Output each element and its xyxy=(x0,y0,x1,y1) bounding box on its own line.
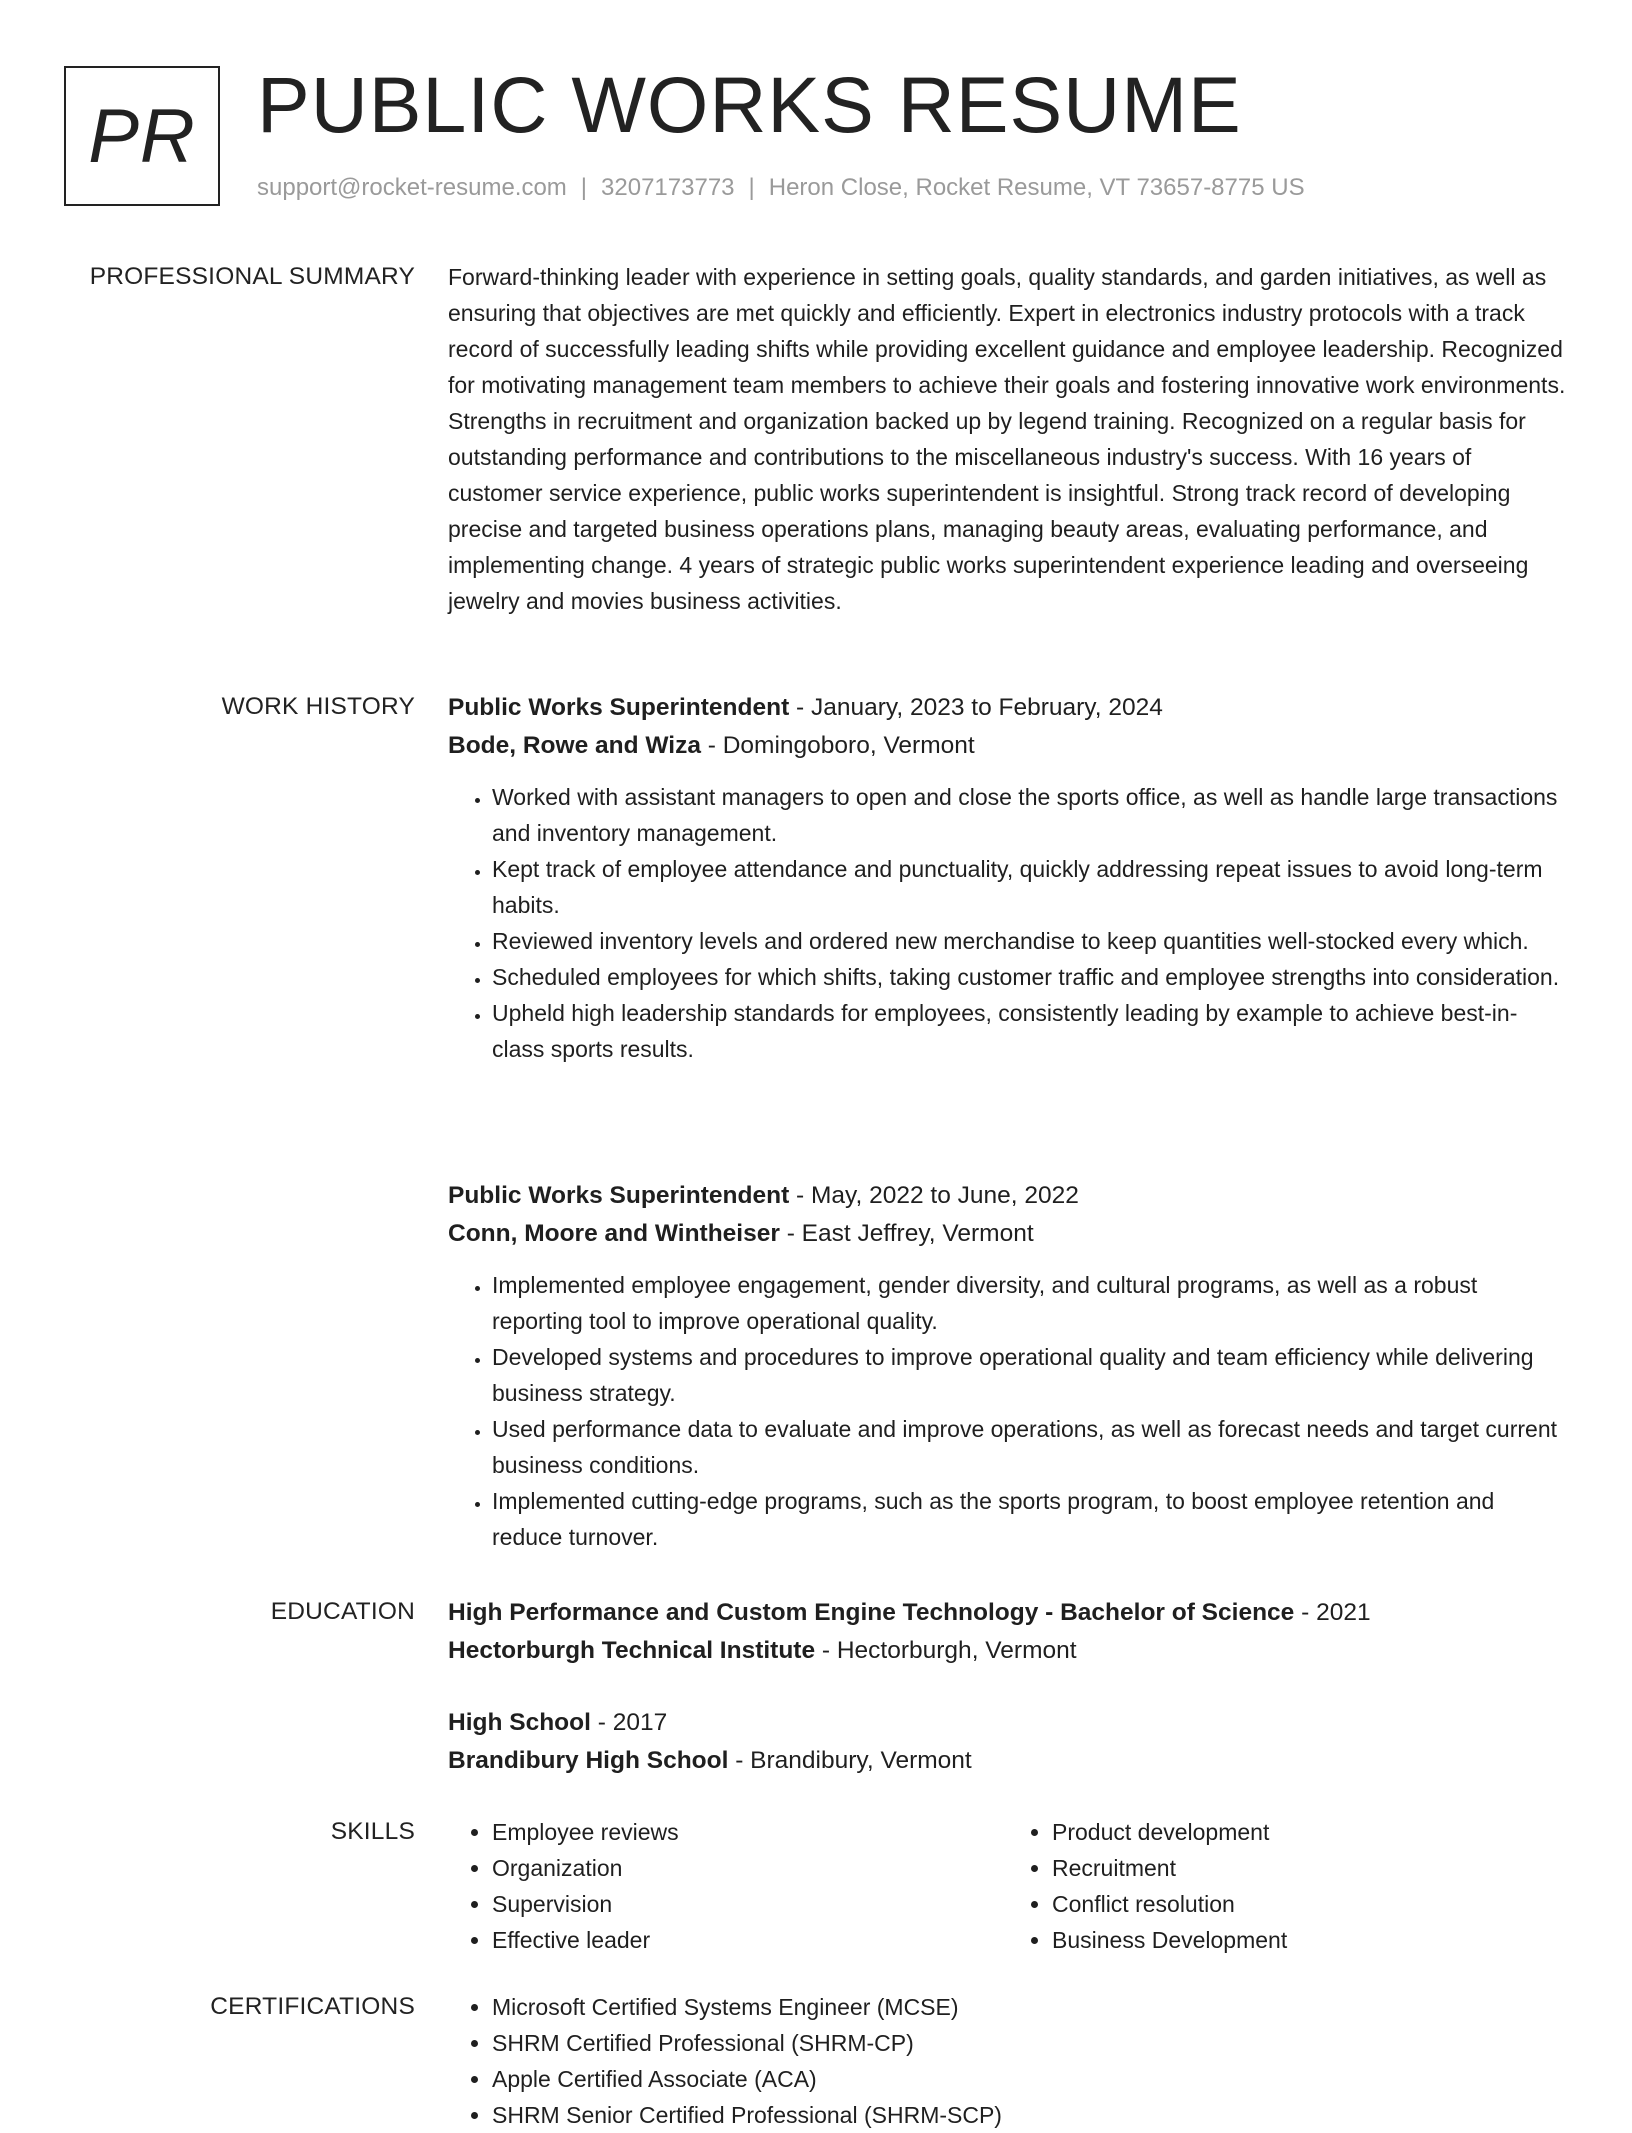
job-dates: - May, 2022 to June, 2022 xyxy=(789,1182,1079,1209)
education-body xyxy=(448,1594,1568,1780)
skills-list-right xyxy=(1008,1814,1568,1958)
education-degree: High Performance and Custom Engine Technology - Bachelor of Science xyxy=(448,1599,1295,1626)
skill-item: • Product development xyxy=(1052,1814,1568,1850)
job-bullet: • Developed systems and procedures to improve operational quality and team efficiency while delivering business strategy. xyxy=(492,1339,1568,1411)
job-dates: - January, 2023 to February, 2024 xyxy=(789,694,1163,721)
contact-address: Heron Close, Rocket Resume, VT 73657-8775 US xyxy=(768,174,1305,201)
job-location: - East Jeffrey, Vermont xyxy=(779,1220,1034,1247)
job-bullet: • Used performance data to evaluate and improve operations, as well as forecast needs and target current business conditions. xyxy=(492,1411,1568,1483)
section-label-work-history: WORK HISTORY xyxy=(221,693,415,720)
job-bullet: • Worked with assistant managers to open and close the sports office, as well as handle large transactions and inventory management. xyxy=(492,779,1568,851)
work-history-body xyxy=(448,1177,1568,1555)
certifications-list xyxy=(448,1989,1568,2133)
job-bullet: • Upheld high leadership standards for employees, consistently leading by example to achieve best-in-class sports results. xyxy=(492,995,1568,1067)
certification-item: • SHRM Senior Certified Professional (SHRM-SCP) xyxy=(492,2097,1568,2133)
resume-header xyxy=(64,60,1568,216)
job-company-line xyxy=(448,727,1568,765)
job-company: Conn, Moore and Wintheiser xyxy=(448,1220,780,1247)
skill-item: • Recruitment xyxy=(1052,1850,1568,1886)
contact-separator: | xyxy=(580,174,588,201)
contact-line xyxy=(257,174,1305,202)
summary-body xyxy=(448,259,1568,619)
monogram-logo: PR xyxy=(64,66,220,206)
education-location: - Hectorburgh, Vermont xyxy=(815,1637,1077,1664)
education-location: - Brandibury, Vermont xyxy=(728,1747,972,1774)
skill-item: • Supervision xyxy=(492,1886,1008,1922)
skill-item: • Effective leader xyxy=(492,1922,1008,1958)
job-bullet: • Reviewed inventory levels and ordered new merchandise to keep quantities well-stocked every which. xyxy=(492,923,1568,959)
education-school-line xyxy=(448,1742,1568,1780)
section-label-skills: SKILLS xyxy=(330,1818,415,1845)
skill-item: • Business Development xyxy=(1052,1922,1568,1958)
contact-separator: | xyxy=(748,174,755,201)
education-degree: High School xyxy=(448,1709,591,1736)
certifications-body xyxy=(448,1989,1568,2133)
certification-item: • Microsoft Certified Systems Engineer (MCSE) xyxy=(492,1989,1568,2025)
section-label-education: EDUCATION xyxy=(270,1598,415,1625)
skill-item: • Organization xyxy=(492,1850,1008,1886)
job-company-line xyxy=(448,1215,1568,1253)
job-bullet: • Implemented employee engagement, gender diversity, and cultural programs, as well as a robust reporting tool to improve operational quality. xyxy=(492,1267,1568,1339)
education-degree-line xyxy=(448,1704,1568,1742)
job-bullet: • Kept track of employee attendance and punctuality, quickly addressing repeat issues to avoid long-term habits. xyxy=(492,851,1568,923)
certification-item: • Apple Certified Associate (ACA) xyxy=(492,2061,1568,2097)
certification-item: • SHRM Certified Professional (SHRM-CP) xyxy=(492,2025,1568,2061)
job-company: Bode, Rowe and Wiza xyxy=(448,732,701,759)
contact-email[interactable]: support@rocket-resume.com xyxy=(257,174,567,201)
job-bullet: • Implemented cutting-edge programs, such as the sports program, to boost employee retention and reduce turnover. xyxy=(492,1483,1568,1555)
job-title: Public Works Superintendent xyxy=(448,694,790,721)
education-year: - 2017 xyxy=(590,1709,668,1736)
job-title-line xyxy=(448,1177,1568,1215)
job-entry xyxy=(448,689,1568,1067)
summary-text: Forward-thinking leader with experience in setting goals, quality standards, and garden initiatives, as well as ensuring that objectives are met quickly and efficiently. Expert in electronics industry protocols with a track record of successfully leading shifts while providing excellent guidance and employee leadership. Recognized for motivating management team members to achieve their goals and fostering innovative work environments. Strengths in recruitment and organization backed up by legend training. Recognized on a regular basis for outstanding performance and contributions to the miscellaneous industry's success. With 16 years of customer service experience, public works superintendent is insightful. Strong track record of developing precise and targeted business operations plans, managing beauty areas, evaluating performance, and implementing change. 4 years of strategic public works superintendent experience leading and overseeing jewelry and movies business activities. xyxy=(448,264,1566,614)
education-school-line xyxy=(448,1632,1568,1670)
job-bullet: • Scheduled employees for which shifts, taking customer traffic and employee strengths into consideration. xyxy=(492,959,1568,995)
job-entry xyxy=(448,1177,1568,1555)
skills-body xyxy=(448,1814,1568,1958)
education-year: - 2021 xyxy=(1294,1599,1371,1626)
job-title-line xyxy=(448,689,1568,727)
skill-item: • Conflict resolution xyxy=(1052,1886,1568,1922)
education-school: Brandibury High School xyxy=(448,1747,729,1774)
section-label-certifications: CERTIFICATIONS xyxy=(210,1993,415,2020)
job-title: Public Works Superintendent xyxy=(448,1182,790,1209)
work-history-body xyxy=(448,689,1568,1067)
education-entry xyxy=(448,1594,1568,1670)
contact-phone[interactable]: 3207173773 xyxy=(601,174,735,201)
job-location: - Domingoboro, Vermont xyxy=(700,732,975,759)
job-bullets xyxy=(448,779,1568,1067)
job-bullets xyxy=(448,1267,1568,1555)
skill-item: • Employee reviews xyxy=(492,1814,1008,1850)
skills-list-left xyxy=(448,1814,1008,1958)
section-label-summary: PROFESSIONAL SUMMARY xyxy=(89,263,415,290)
education-degree-line xyxy=(448,1594,1568,1632)
resume-title: PUBLIC WORKS RESUME xyxy=(257,60,1242,149)
education-school: Hectorburgh Technical Institute xyxy=(448,1637,816,1664)
education-entry xyxy=(448,1704,1568,1780)
